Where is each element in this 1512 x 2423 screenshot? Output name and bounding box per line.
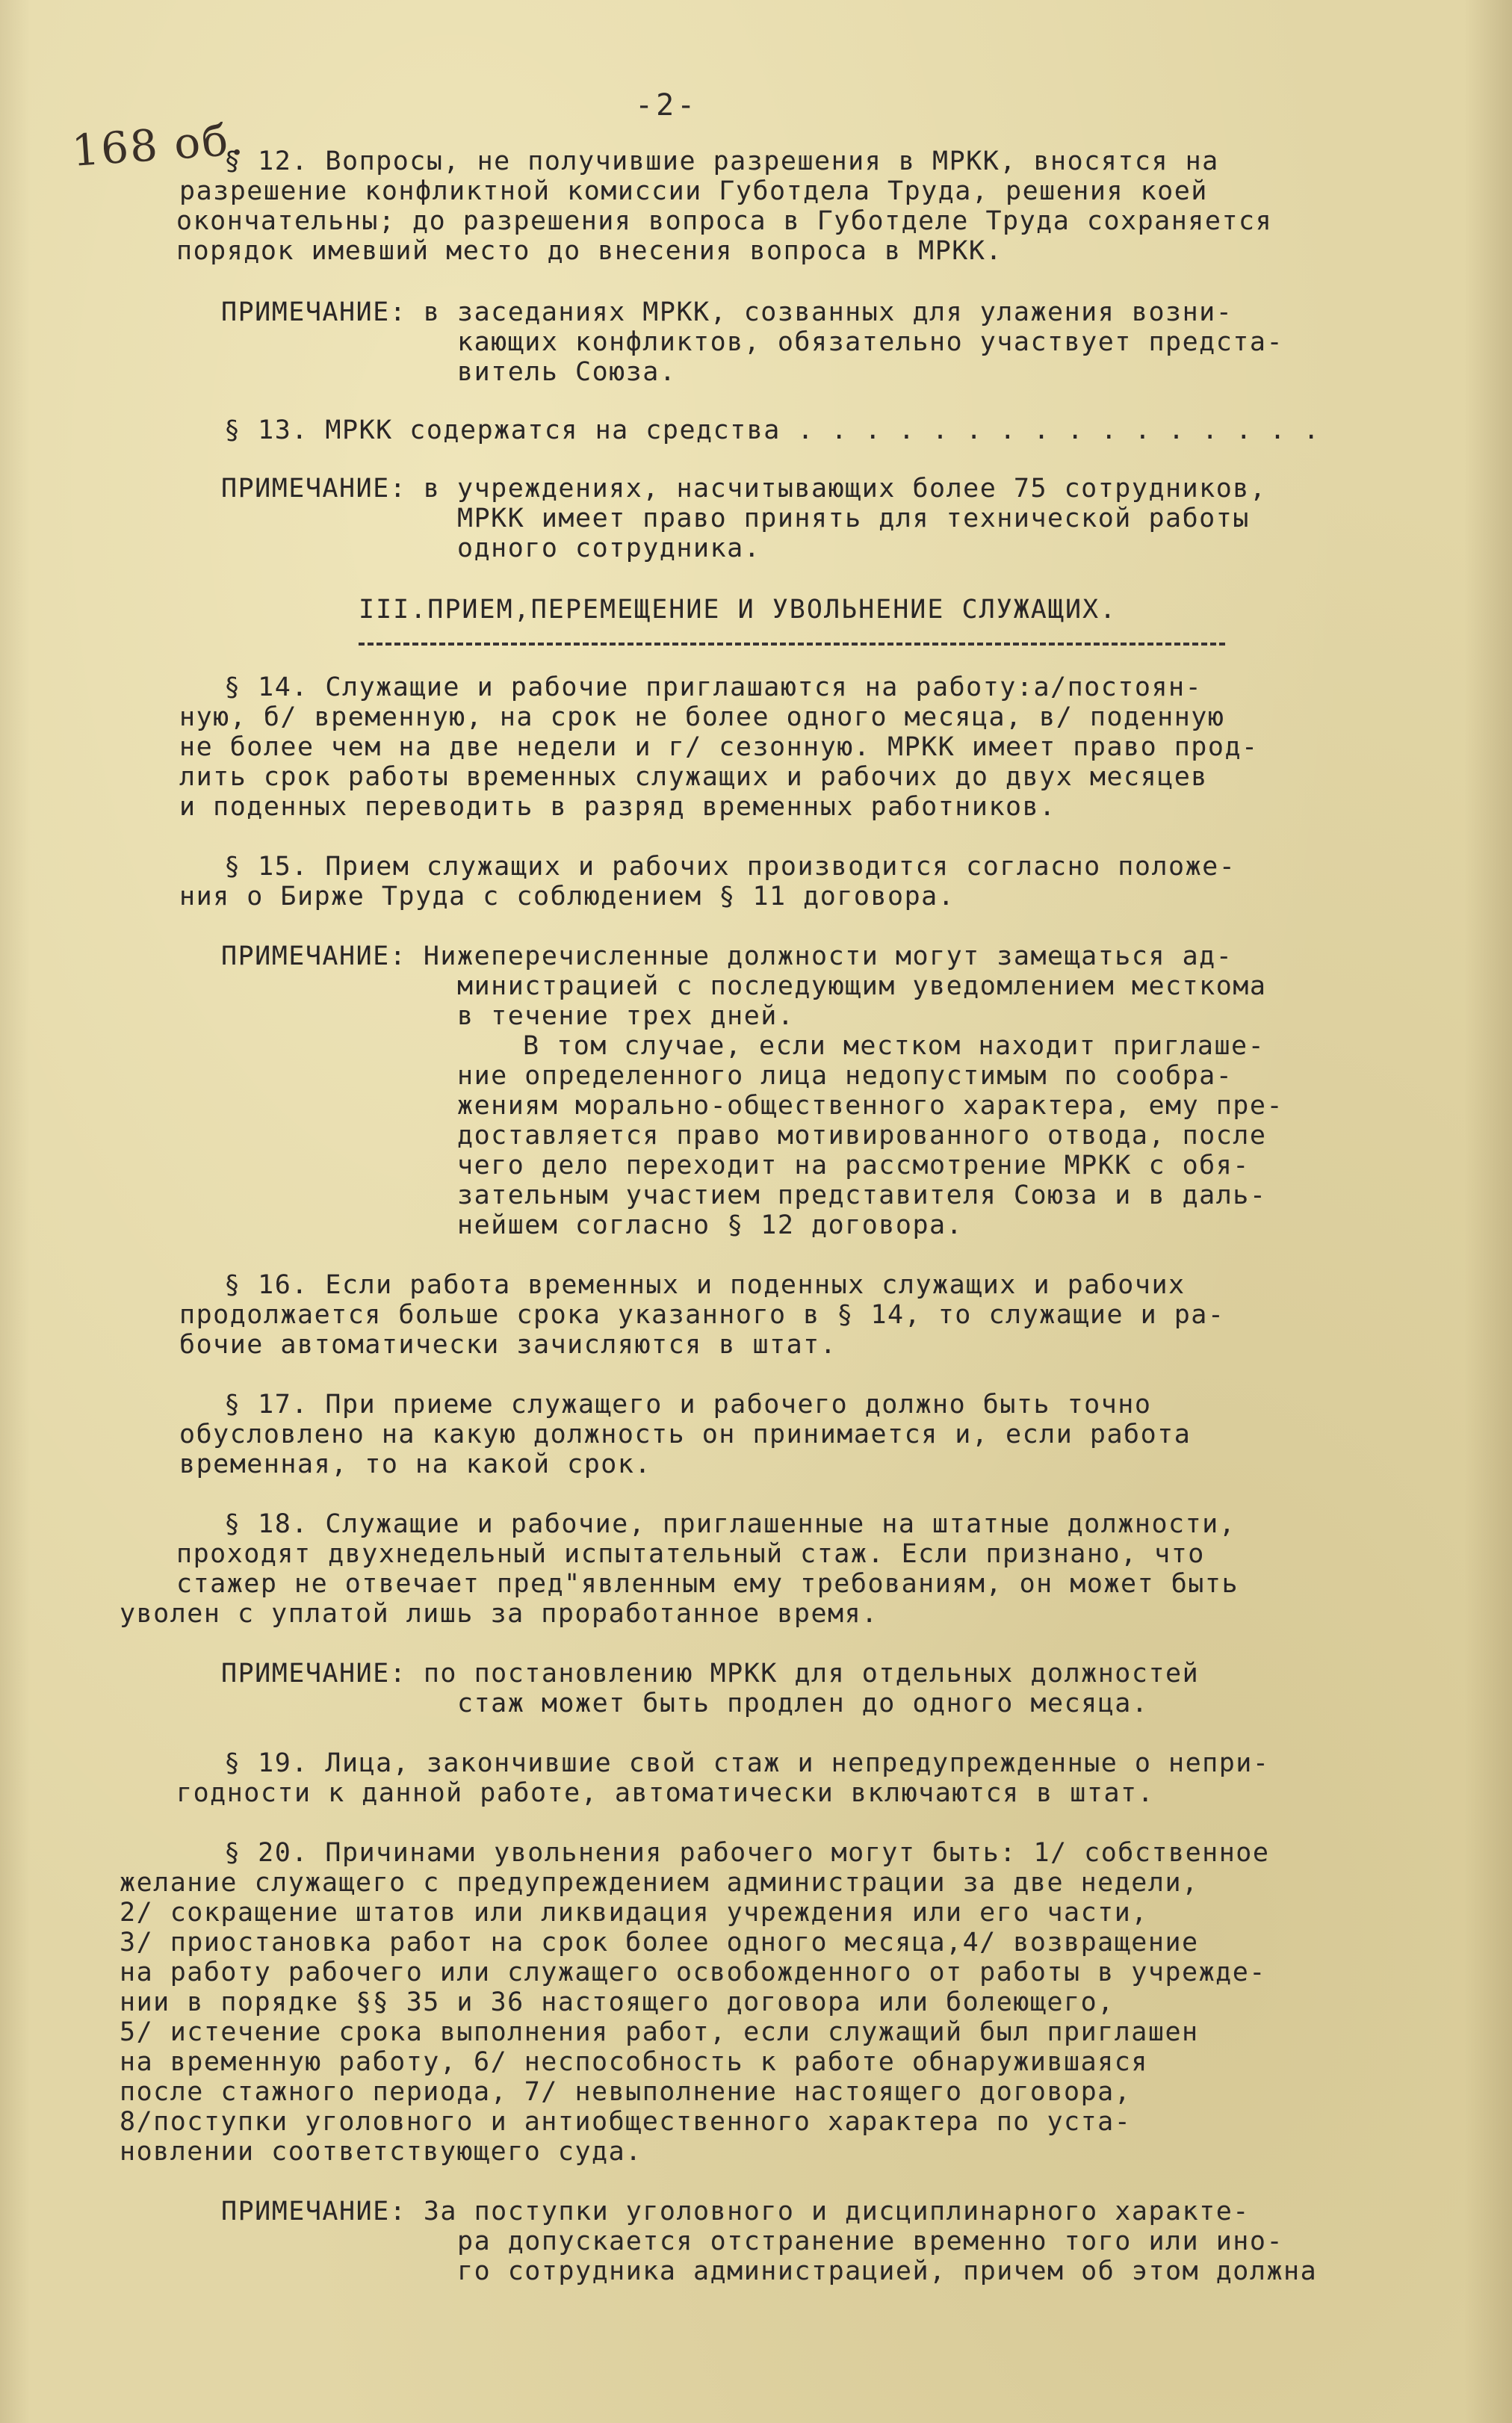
text-line: бочие автоматически зачисляются в штат. [179, 1330, 837, 1360]
note-line: нейшем согласно § 12 договора. [457, 1210, 964, 1240]
note-line: чего дело переходит на рассмотрение МРКК с обя- [457, 1151, 1250, 1180]
text-line: не более чем на две недели и г/ сезонную. МРКК имеет право прод- [179, 732, 1259, 762]
text-line: § 13. МРКК содержатся на средства . . . . . . . . . . . . . . . . [224, 415, 1321, 445]
text-line: стажер не отвечает пред"явленным ему требованиям, он может быть [176, 1569, 1239, 1599]
note-line: зательным участием представителя Союза и в даль- [457, 1180, 1267, 1210]
text-line: на работу рабочего или служащего освобожденного от работы в учрежде- [120, 1958, 1266, 1987]
text-line: желание служащего с предупреждением администрации за две недели, [120, 1868, 1199, 1898]
note-line: В том случае, если местком находит приглаше- [523, 1031, 1265, 1061]
note-line: доставляется право мотивированного отвода, после [457, 1121, 1267, 1151]
heading-underline [359, 643, 1225, 646]
note-line: министрацией с последующим уведомлением месткома [457, 971, 1267, 1001]
text-line: 5/ истечение срока выполнения работ, если служащий был приглашен [120, 2017, 1199, 2047]
note-line: ПРИМЕЧАНИЕ: За поступки уголовного и дисциплинарного характе- [221, 2197, 1250, 2227]
text-line: новлении соответствующего суда. [120, 2137, 642, 2167]
note-line: МРКК имеет право принять для технической работы [457, 504, 1250, 533]
archive-folio-mark: 168 об. [69, 114, 247, 176]
text-line: § 17. При приеме служащего и рабочего должно быть точно [224, 1390, 1152, 1420]
text-line: порядок имевший место до внесения вопроса в МРКК. [176, 236, 1003, 266]
note-line: ПРИМЕЧАНИЕ: в заседаниях МРКК, созванных для улажения возни- [221, 297, 1233, 327]
text-line: § 15. Прием служащих и рабочих производится согласно положе- [224, 852, 1236, 882]
text-line: лить срок работы временных служащих и рабочих до двух месяцев [179, 762, 1208, 792]
text-line: § 14. Служащие и рабочие приглашаются на работу:а/постоян- [224, 672, 1203, 702]
text-line: временная, то на какой срок. [179, 1449, 652, 1479]
text-line: 8/поступки уголовного и антиобщественного характера по уста- [120, 2107, 1132, 2137]
text-line: продолжается больше срока указанного в § 14, то служащие и ра- [179, 1300, 1225, 1330]
text-line: § 12. Вопросы, не получившие разрешения в МРКК, вносятся на [224, 146, 1219, 176]
text-line: § 20. Причинами увольнения рабочего могут быть: 1/ собственное [224, 1838, 1270, 1868]
note-line: ПРИМЕЧАНИЕ: Нижеперечисленные должности могут замещаться ад- [221, 941, 1233, 971]
page-number: -2- [635, 88, 698, 123]
note-line: ПРИМЕЧАНИЕ: по постановлению МРКК для отдельных должностей [221, 1659, 1200, 1689]
text-line: 3/ приостановка работ на срок более одного месяца,4/ возвращение [120, 1928, 1199, 1958]
note-line: одного сотрудника. [457, 533, 761, 563]
text-line: уволен с уплатой лишь за проработанное время. [120, 1599, 879, 1629]
text-line: и поденных переводить в разряд временных работников. [179, 792, 1056, 822]
text-line: § 18. Служащие и рабочие, приглашенные на штатные должности, [224, 1509, 1236, 1539]
text-line: ную, б/ временную, на срок не более одного месяца, в/ поденную [179, 702, 1225, 732]
note-line: стаж может быть продлен до одного месяца. [457, 1689, 1149, 1718]
text-line: нии в порядке §§ 35 и 36 настоящего договора или болеющего, [120, 1987, 1115, 2017]
text-line: на временную работу, 6/ неспособность к работе обнаружившаяся [120, 2047, 1148, 2077]
note-line: ПРИМЕЧАНИЕ: в учреждениях, насчитывающих более 75 сотрудников, [221, 474, 1267, 504]
note-line: го сотрудника администрацией, причем об этом должна [457, 2256, 1318, 2286]
text-line: ния о Бирже Труда с соблюдением § 11 договора. [179, 882, 955, 912]
text-line: разрешение конфликтной комиссии Губотдела Труда, решения коей [179, 176, 1208, 206]
section-heading: III.ПРИЕМ,ПЕРЕМЕЩЕНИЕ И УВОЛЬНЕНИЕ СЛУЖАЩИХ. [359, 595, 1118, 625]
text-line: годности к данной работе, автоматически включаются в штат. [176, 1778, 1155, 1808]
text-line: 2/ сокращение штатов или ликвидация учреждения или его части, [120, 1898, 1148, 1928]
text-line: проходят двухнедельный испытательный стаж. Если признано, что [176, 1539, 1205, 1569]
note-line: кающих конфликтов, обязательно участвует предста- [457, 327, 1284, 357]
note-line: в течение трех дней. [457, 1001, 795, 1031]
note-line: ра допускается отстранение временно того или ино- [457, 2227, 1284, 2256]
text-line: обусловлено на какую должность он принимается и, если работа [179, 1420, 1192, 1449]
note-line: жениям морально-общественного характера, ему пре- [457, 1091, 1284, 1121]
text-line: § 16. Если работа временных и поденных служащих и рабочих [224, 1270, 1186, 1300]
note-line: витель Союза. [457, 357, 677, 387]
text-line: § 19. Лица, закончившие свой стаж и непредупрежденные о непри- [224, 1748, 1270, 1778]
text-line: после стажного периода, 7/ невыполнение настоящего договора, [120, 2077, 1132, 2107]
note-line: ние определенного лица недопустимым по сообра- [457, 1061, 1233, 1091]
text-line: окончательны; до разрешения вопроса в Губотделе Труда сохраняется [176, 206, 1273, 236]
